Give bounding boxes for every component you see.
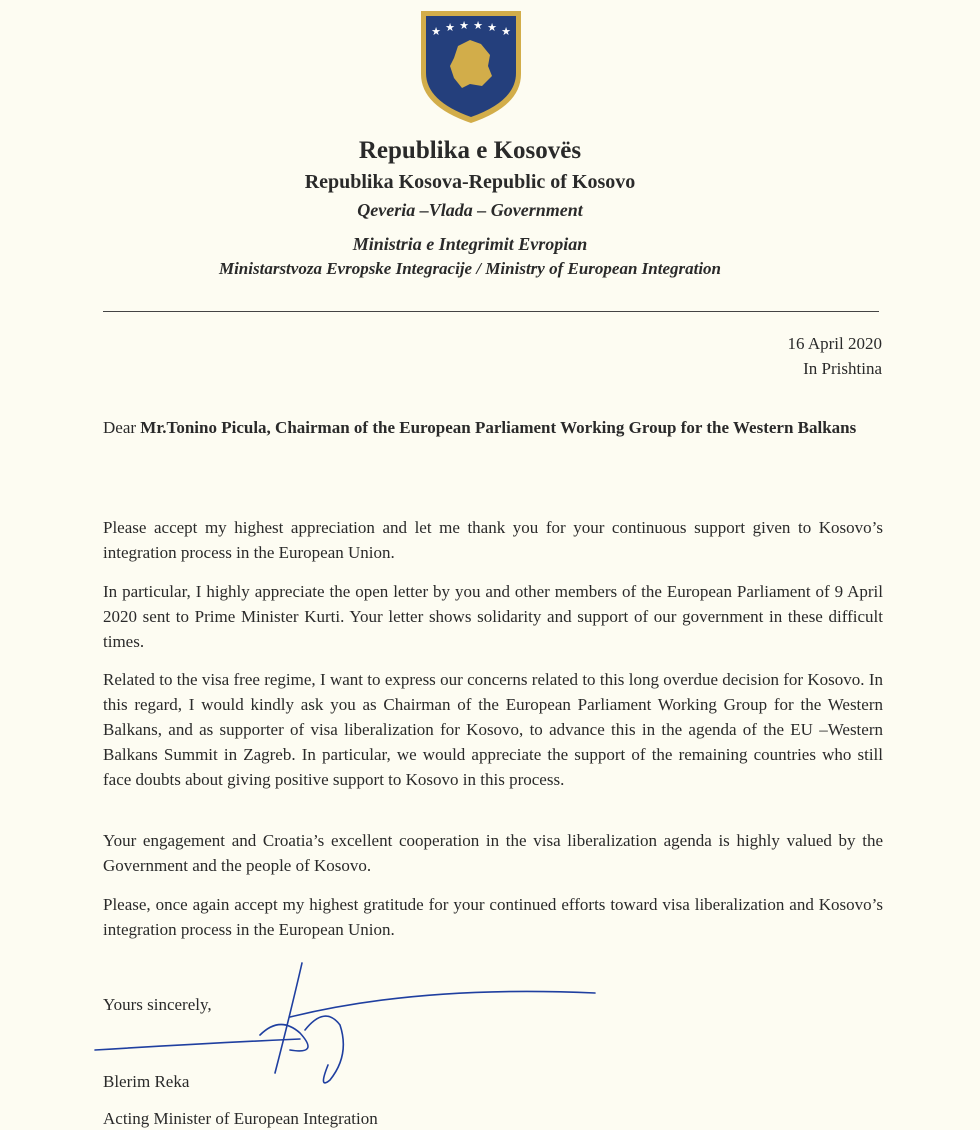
svg-text:★: ★ (445, 21, 455, 34)
svg-text:★: ★ (501, 25, 511, 38)
body-paragraph: Your engagement and Croatia’s excellent cooperation in the visa liberalization agenda is highly valued by the Government and the people of Kosovo. (103, 831, 883, 875)
signer-name: Blerim Reka (103, 1072, 190, 1091)
body-paragraph: Please accept my highest appreciation and let me thank you for your continuous support given to Kosovo’s integration process in the European Union. (103, 518, 883, 562)
sign-off: Yours sincerely, (103, 995, 212, 1014)
header-subtitle: Republika Kosova-Republic of Kosovo (304, 171, 636, 193)
header-ministry-translations: Ministarstvoza Evropske Integracije / Ministry of European Integration (218, 259, 722, 278)
header-divider (103, 311, 879, 312)
salutation (103, 415, 883, 441)
body-paragraph: In particular, I highly appreciate the open letter by you and other members of the European Parliament of 9 April 2020 sent to Prime Minister Kurti. Your letter shows solidarity and support of our government in these difficult times. (103, 582, 883, 651)
salutation-prefix: Dear (103, 418, 141, 437)
svg-text:★: ★ (473, 19, 483, 32)
kosovo-coat-of-arms-icon (418, 8, 524, 126)
date-block (788, 331, 882, 381)
body-paragraph: Related to the visa free regime, I want to express our concerns related to this long overdue decision for Kosovo. In this regard, I would kindly ask you as Chairman of the European Parliament Working Group for the Western Balkans, and as supporter of visa liberalization for Kosovo, to advance this in the agenda of the EU –Western Balkans Summit in Zagreb. In particular, we would appreciate the support of the remaining countries who still face doubts about giving positive support to Kosovo in this process. (103, 670, 883, 789)
letter-date: 16 April 2020 (787, 334, 882, 353)
letter-place: In Prishtina (803, 359, 882, 378)
body-paragraph: Please, once again accept my highest gratitude for your continued efforts toward visa liberalization and Kosovo’s integration process in the European Union. (103, 895, 883, 939)
header-title: Republika e Kosovës (358, 137, 582, 164)
svg-text:★: ★ (459, 19, 469, 32)
header-government: Qeveria –Vlada – Government (357, 200, 583, 220)
svg-text:★: ★ (431, 25, 441, 38)
salutation-recipient: Mr.Tonino Picula, Chairman of the European Parliament Working Group for the Western Balkans (140, 418, 857, 437)
header-ministry: Ministria e Integrimit Evropian (352, 234, 588, 254)
svg-text:★: ★ (487, 21, 497, 34)
signer-title: Acting Minister of European Integration (103, 1109, 378, 1128)
